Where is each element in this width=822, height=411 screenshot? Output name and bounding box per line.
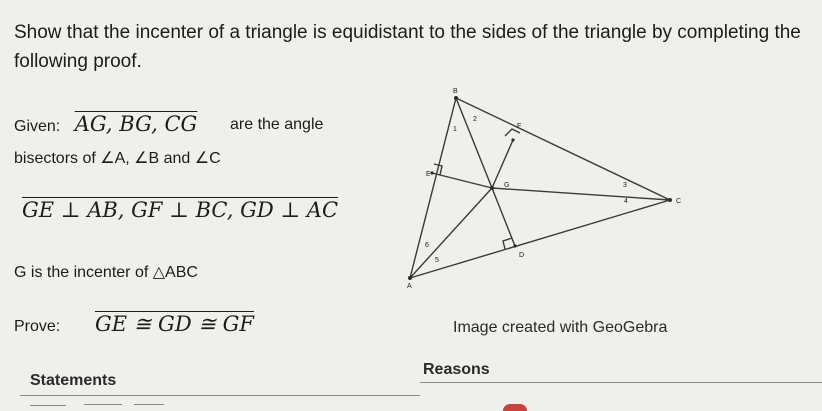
reasons-header: Reasons [423,361,490,378]
point-d [513,244,516,247]
label-d: D [519,252,525,259]
geogebra-credit: Image created with GeoGebra [453,319,668,336]
bisector-cg [492,188,670,200]
point-a [408,276,412,280]
statements-header: Statements [30,372,117,389]
prove-label: Prove: [14,318,61,335]
given-incenter: G is the incenter of △ABC [14,264,198,281]
point-g [490,186,494,190]
angle-3-label: 3 [623,182,627,189]
answer-blank-2[interactable] [84,404,122,405]
side-ac [410,200,670,278]
point-c [668,198,672,202]
segment-gf [492,140,513,188]
instruction-text: Show that the incenter of a triangle is equidistant to the sides of the triangle by completing the following proof. [14,22,801,72]
label-e: E [426,171,431,178]
answer-blank-3[interactable] [134,404,164,405]
label-c: C [676,198,682,205]
given-label: Given: [14,118,61,135]
label-b: B [453,88,458,95]
right-angle-f [505,129,520,136]
angle-5-label: 5 [435,257,439,264]
side-ab [410,98,456,278]
angle-6-label: 6 [425,242,429,249]
angle-bisectors: AG, BG, CG [74,112,198,136]
given-tail: are the angle [230,116,324,133]
triangle-figure [395,85,695,290]
answer-blank-1[interactable] [30,405,66,406]
label-a: A [407,283,412,290]
given-bisectors-line: bisectors of ∠A, ∠B and ∠C [14,150,221,167]
prove-statement: GE ≅ GD ≅ GF [95,312,254,336]
angle-1-label: 1 [453,126,457,133]
angle-4-label: 4 [624,198,628,205]
segment-gd [492,188,515,246]
point-e [430,171,433,174]
table-header-rule-left [20,395,420,396]
label-g: G [504,182,510,189]
answer-dropdown-marker[interactable] [503,404,527,411]
given-statement [14,112,197,136]
table-header-rule-right [420,382,822,383]
bisector-bg [456,98,492,188]
given-perpendiculars: GE ⊥ AB, GF ⊥ BC, GD ⊥ AC [22,198,339,222]
segment-ge [432,173,492,188]
side-bc [456,98,670,200]
point-b [454,96,458,100]
angle-2-label: 2 [473,116,477,123]
point-f [511,138,514,141]
bisector-ag [410,188,492,278]
label-f: F [517,123,522,130]
